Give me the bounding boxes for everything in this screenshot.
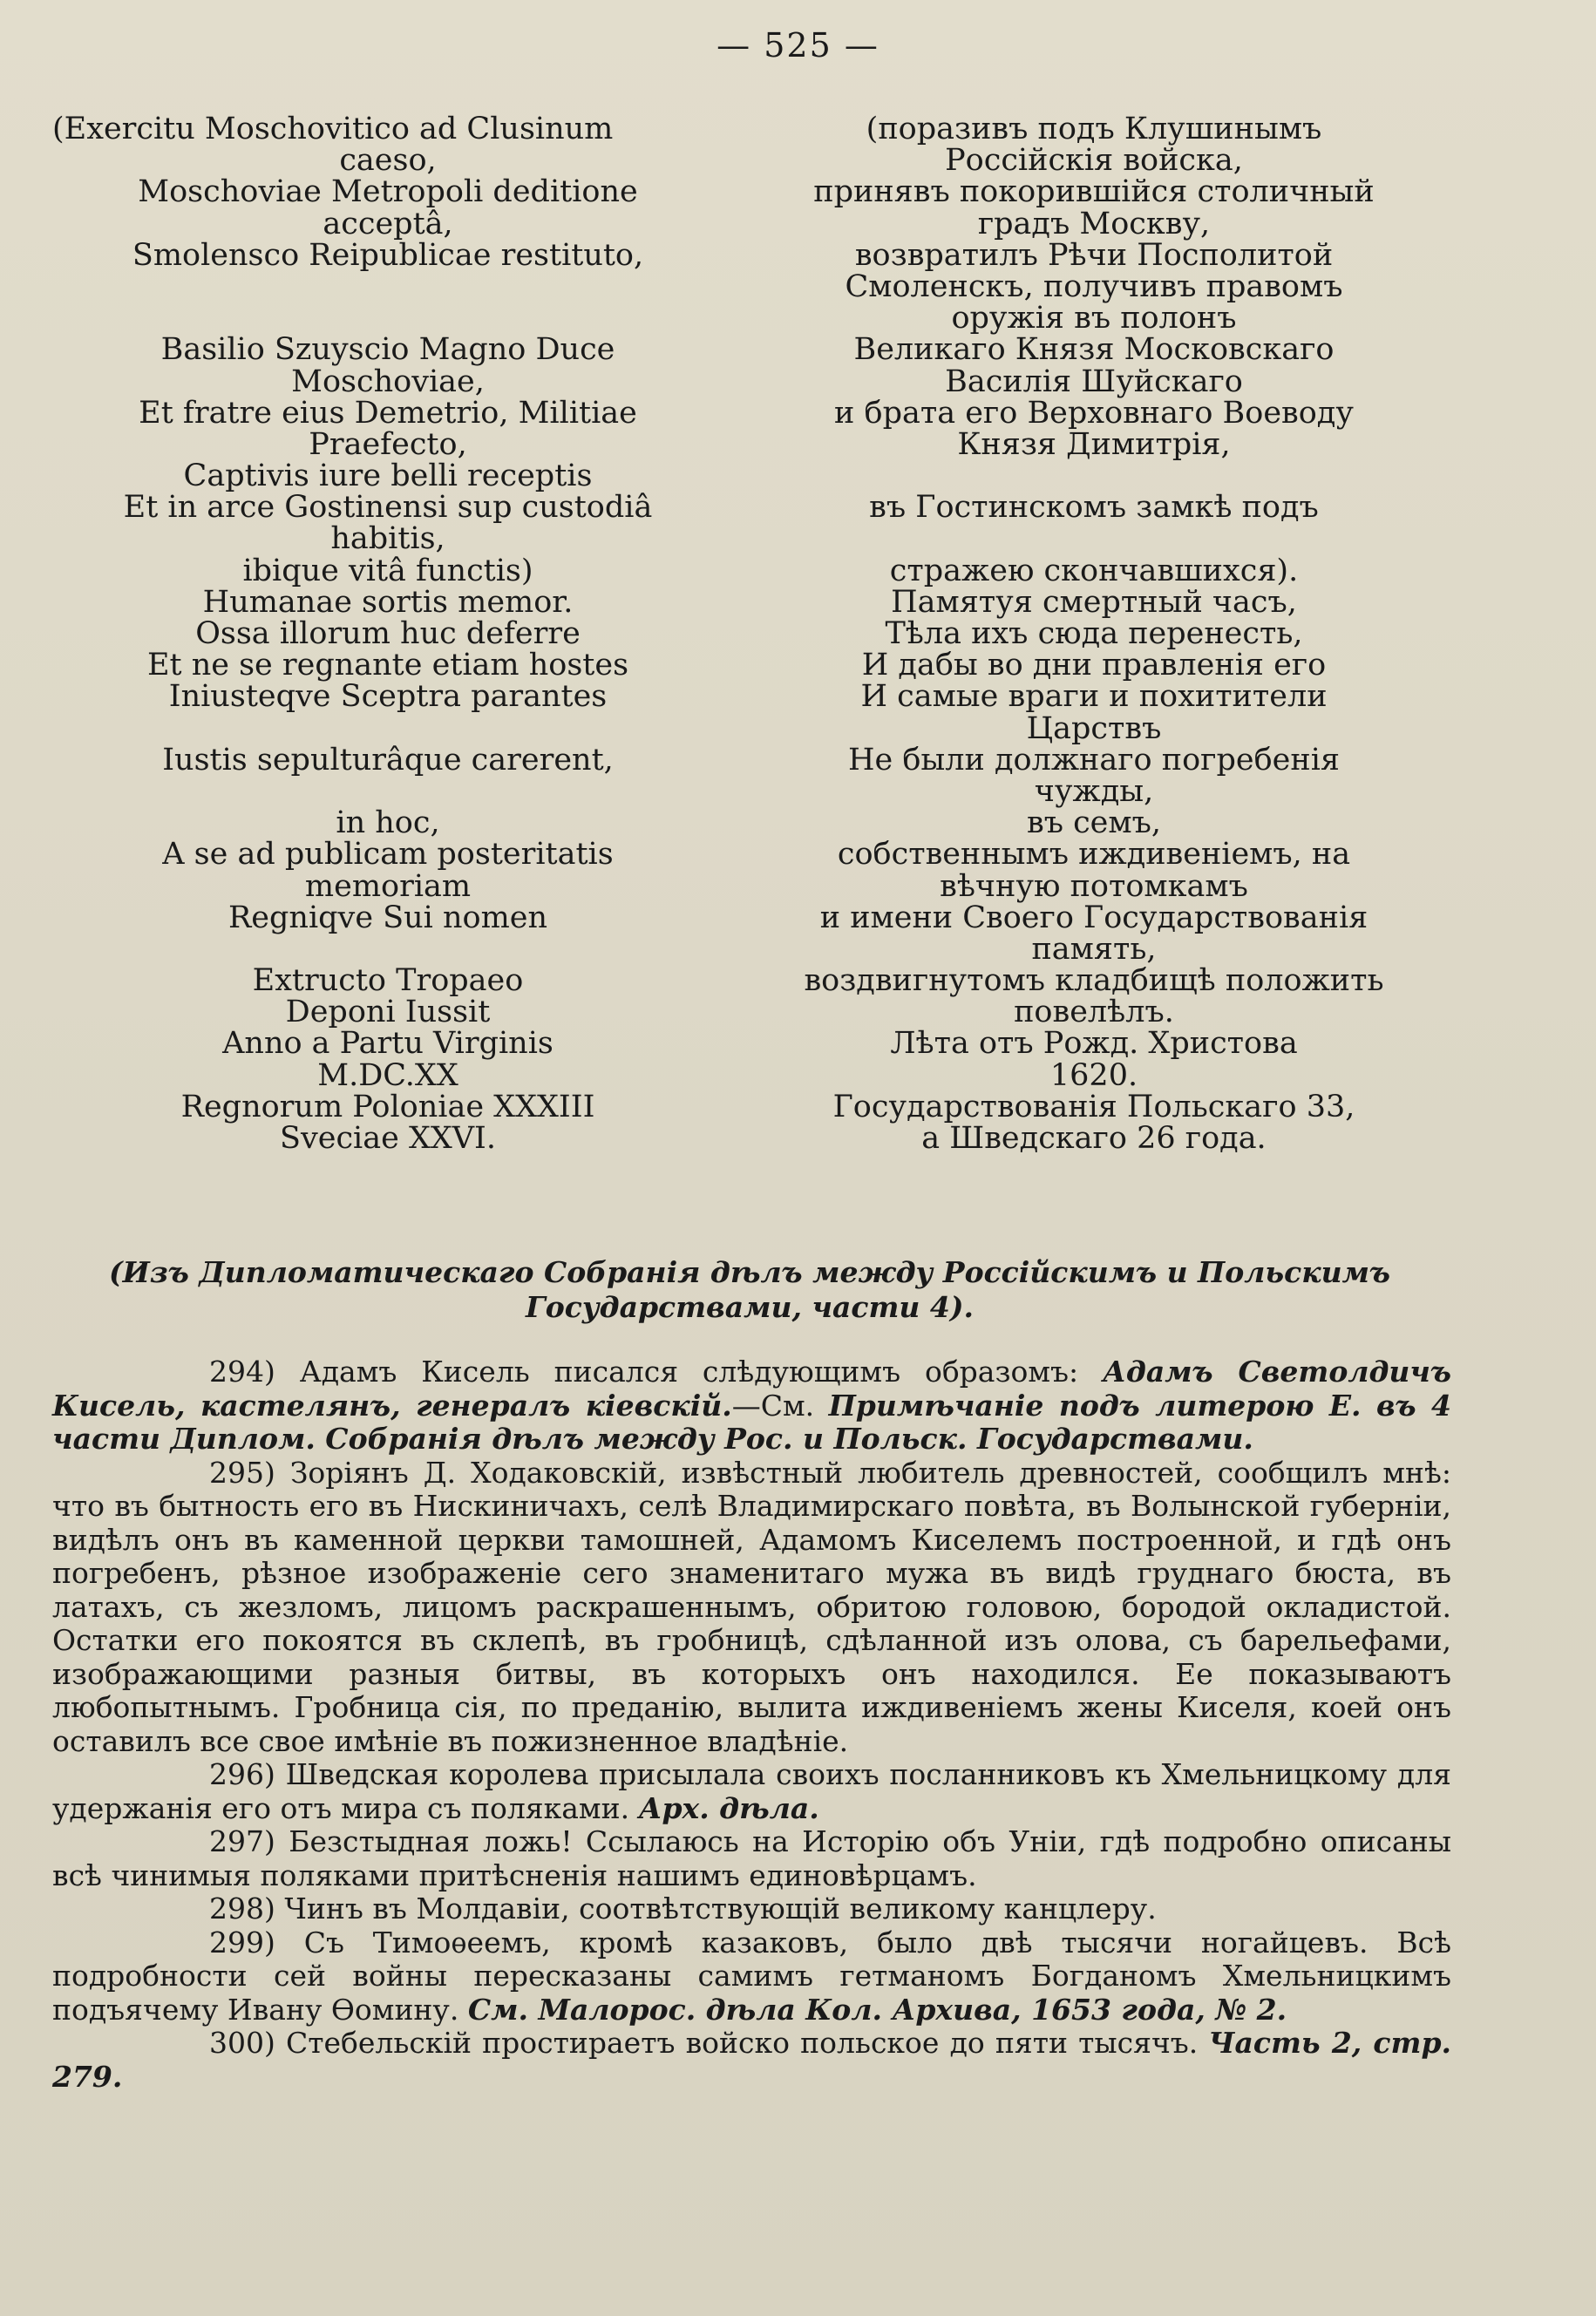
russian-line: Князя Димитрія, (957, 426, 1231, 462)
latin-line: Humanae sortis memor. (202, 584, 574, 620)
latin-line: habitis, (330, 521, 445, 557)
russian-line: Лѣта отъ Рожд. Христова (890, 1026, 1298, 1062)
russian-line: Василія Шуйскаго (945, 363, 1243, 399)
latin-line: Et fratre eius Demetrio, Militiae (139, 395, 637, 431)
latin-line: Captivis iure belli receptis (183, 458, 593, 494)
latin-line: Et in arce Gostinensi sup custodiâ (123, 490, 653, 526)
latin-line (35, 271, 741, 302)
latin-line: memoriam (304, 868, 472, 904)
latin-line: acceptâ, (323, 206, 453, 241)
footnote (52, 1926, 1451, 2027)
source-citation: (Изъ Дипломатическаго Собранія дѣлъ между Россійскимъ и Польскимъ Государствами, части 4). (109, 1255, 1390, 1324)
footnote (52, 2027, 1451, 2094)
russian-line: Государствованія Польскаго 33, (832, 1089, 1355, 1124)
latin-line: M.DC.XX (317, 1057, 458, 1093)
russian-line: (поразивъ подъ Клушинымъ (866, 112, 1322, 146)
latin-line: Basilio Szuyscio Magno Duce (160, 332, 615, 368)
latin-line (35, 934, 741, 965)
russian-line: и имени Своего Государствованія (819, 900, 1368, 935)
latin-line: Anno a Partu Virginis (222, 1026, 554, 1062)
footnote-text: 295) Зоріянъ Д. Ходаковскій, извѣстный любитель древностей, сообщилъ мнѣ: что въ бытность его въ Нискиничахъ, селѣ Владимирскаго повѣта, въ Волынской губерніи, видѣлъ онъ въ каменной церкви тамошней, Адамомъ Киселемъ построенной, и гдѣ онъ погребенъ, рѣзное изображеніе сего знаменитаго мужа въ видѣ груднаго бюста, въ латахъ, съ жезломъ, лицомъ раскрашеннымъ, обритою головою, бородой окладистой. Остатки его покоятся въ склепѣ, въ гробницѣ, сдѣланной изъ олова, съ барельефами, изображающими разныя битвы, въ которыхъ онъ находился. Ее показываютъ любопытнымъ. Гробница сія, по преданію, вылита иждивеніемъ жены Киселя, коей онъ оставилъ все свое имѣніе въ пожизненное владѣніе. (52, 1455, 1451, 1758)
russian-line: Россійскія войска, (945, 143, 1243, 179)
russian-line: собственнымъ иждивеніемъ, на (837, 837, 1351, 873)
latin-line: Smolensco Reipublicae restituto, (132, 237, 644, 273)
russian-line (741, 523, 1447, 554)
russian-line: 1620. (1049, 1057, 1138, 1093)
latin-line: Iniusteqve Sceptra parantes (168, 679, 608, 715)
footnote (52, 1355, 1451, 1457)
page-number: — 525 — (717, 26, 879, 65)
latin-line: Iustis sepulturâque carerent, (162, 742, 614, 778)
footnote-reference: Арх. дѣла. (638, 1790, 819, 1825)
footnote (52, 1892, 1451, 1926)
latin-line: Sveciae XXVI. (279, 1121, 497, 1156)
footnote-text: 294) Адамъ Кисель писался слѣдующимъ образомъ: (209, 1355, 1104, 1389)
russian-line: повелѣлъ. (1014, 995, 1174, 1030)
inscription-columns (35, 113, 1447, 1154)
russian-line: воздвигнутомъ кладбищѣ положить (804, 963, 1384, 999)
latin-line: Moschoviae, (291, 363, 485, 399)
russian-line: И дабы во дни правленія его (861, 648, 1327, 683)
latin-line: Deponi Iussit (285, 995, 491, 1030)
footnote-text: 299) Съ Тимоѳеемъ, кромѣ казаковъ, было двѣ тысячи ногайцевъ. Всѣ подробности сей войны пересказаны самимъ гетманомъ Богданомъ Хмельницкимъ подъячему Ивану Ѳомину. (52, 1925, 1451, 2027)
footnote-text: —См. (731, 1388, 829, 1423)
russian-line: оружія въ полонъ (951, 301, 1237, 336)
russian-line: возвратилъ Рѣчи Посполитой (854, 237, 1334, 273)
russian-line: Смоленскъ, получивъ правомъ (845, 268, 1343, 304)
latin-line: (Exercitu Moschovitico ad Clusinum (52, 112, 614, 146)
footnote-reference: Часть 2, стр. 279. (52, 2026, 1452, 2094)
russian-line: вѣчную потомкамъ (940, 868, 1248, 904)
footnote-text: 296) Шведская королева присылала своихъ посланниковъ къ Хмельницкому для удержанія его отъ мира съ поляками. (52, 1757, 1451, 1825)
latin-line: in hoc, (336, 805, 440, 841)
russian-line (741, 460, 1447, 492)
russian-line: чужды, (1034, 773, 1154, 809)
russian-line: память, (1031, 931, 1157, 967)
footnote-text: 300) Стебельскій простираетъ войско польское до пяти тысячъ. (209, 2026, 1209, 2060)
latin-line: Ossa illorum huc deferre (195, 616, 581, 651)
russian-line: въ семъ, (1026, 805, 1162, 841)
latin-line (35, 302, 741, 334)
russian-line: Не были должнаго погребенія (848, 742, 1340, 778)
latin-line: caeso, (339, 143, 437, 179)
russian-line: и брата его Верховнаго Воеводу (834, 395, 1354, 431)
russian-line: Памятуя смертный часъ, (891, 584, 1297, 620)
footnote (52, 1825, 1451, 1892)
russian-line: градъ Москву, (977, 206, 1211, 241)
footnote-reference: Адамъ Светолдичъ Кисель, кастелянъ, генералъ кіевскій. (52, 1355, 1451, 1423)
russian-line: стражею скончавшихся). (889, 553, 1299, 588)
russian-line: въ Гостинскомъ замкѣ подъ (869, 490, 1319, 526)
footnotes (52, 1355, 1451, 2094)
russian-line: а Шведскаго 26 года. (921, 1121, 1267, 1156)
footnote-reference: См. Малорос. дѣла Кол. Архива, 1653 года, № 2. (467, 1992, 1287, 2027)
latin-line: ibique vitâ functis) (242, 553, 533, 588)
latin-line: Extructo Tropaeo (252, 963, 524, 999)
latin-line (35, 776, 741, 807)
latin-line: Moschoviae Metropoli deditione (138, 174, 638, 210)
latin-line: Et ne se regnante etiam hostes (146, 648, 629, 683)
russian-line: Царствъ (1026, 710, 1162, 746)
russian-line: И самые враги и похитители (860, 679, 1328, 715)
footnote-text: 297) Безстыдная ложь! Ссылаюсь на Исторію объ Уніи, гдѣ подробно описаны всѣ чинимыя поляками притѣсненія нашимъ единовѣрцамъ. (52, 1824, 1451, 1892)
latin-line: Regniqve Sui nomen (228, 900, 548, 935)
footnote (52, 1457, 1451, 1759)
russian-column (741, 113, 1447, 1154)
latin-line: A se ad publicam posteritatis (162, 837, 614, 873)
latin-line: Praefecto, (309, 426, 467, 462)
footnote-text: 298) Чинъ въ Молдавіи, соотвѣтствующій великому канцлеру. (209, 1892, 1157, 1925)
latin-column (35, 113, 741, 1154)
russian-line: принявъ покорившійся столичный (813, 174, 1375, 210)
footnote-reference: Примѣчаніе подъ литерою Е. въ 4 части Диплом. Собранія дѣлъ между Рос. и Польск. Государствами. (52, 1388, 1452, 1456)
latin-line: Regnorum Poloniae XXXIII (180, 1089, 595, 1124)
russian-line: Великаго Князя Московскаго (853, 332, 1335, 368)
latin-line (35, 713, 741, 744)
russian-line: Тѣла ихъ сюда перенесть, (885, 616, 1303, 651)
footnote (52, 1758, 1451, 1825)
